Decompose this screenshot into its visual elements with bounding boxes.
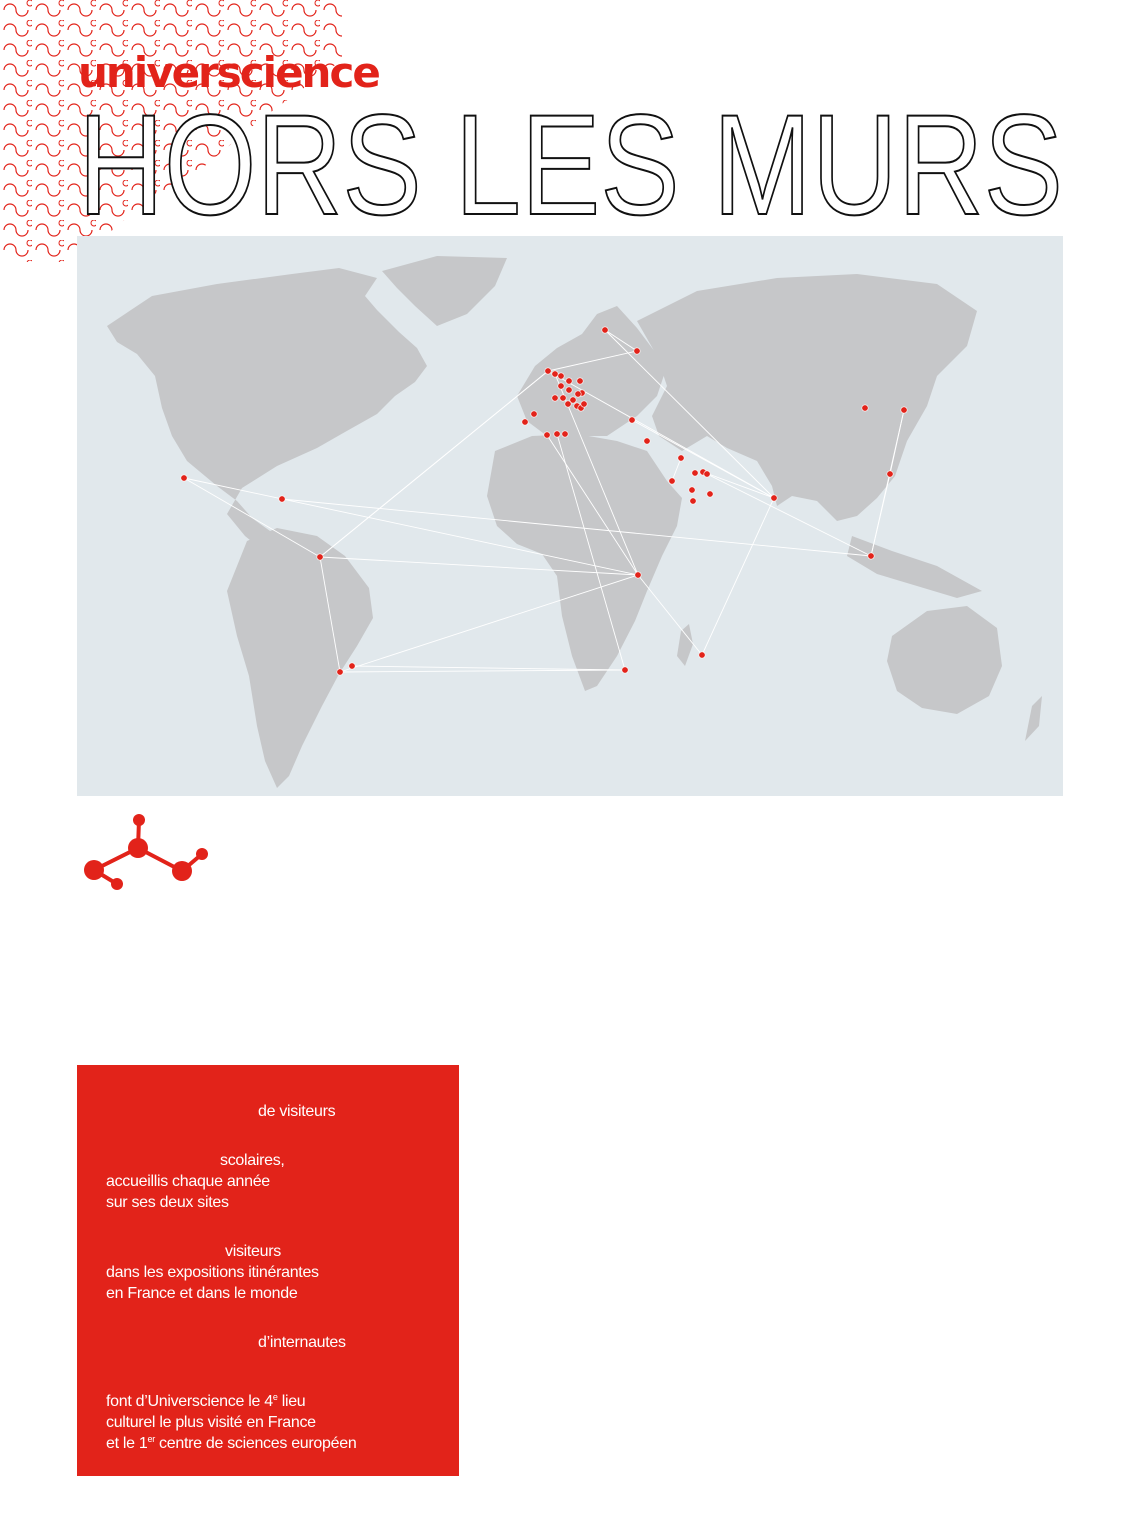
city-marker [566,387,572,393]
city-marker [689,487,695,493]
stat-line: de visiteurs [258,1103,336,1120]
stat-internet [106,1332,459,1353]
stat-travelling [106,1241,459,1304]
city-marker [699,652,705,658]
city-marker [887,471,893,477]
stat-line: et le 1er centre de sciences européen [106,1434,357,1452]
city-marker [678,455,684,461]
city-marker [279,496,285,502]
city-marker [692,470,698,476]
city-marker [629,417,635,423]
city-marker [181,475,187,481]
stats-panel [77,1065,459,1476]
stat-line: d’internautes [258,1334,346,1351]
stat-line: scolaires, [220,1152,285,1169]
stat-line: accueillis chaque année [106,1173,270,1190]
city-marker [901,407,907,413]
city-marker [531,411,537,417]
city-marker [704,471,710,477]
city-marker [562,431,568,437]
city-marker [349,663,355,669]
city-marker [707,491,713,497]
city-marker [317,554,323,560]
city-marker [622,667,628,673]
city-marker [862,405,868,411]
city-marker [669,478,675,484]
city-marker [581,401,587,407]
city-marker [644,438,650,444]
stat-line: sur ses deux sites [106,1194,229,1211]
city-marker [558,373,564,379]
molecule-icon [78,808,218,898]
city-marker [554,431,560,437]
city-marker [544,432,550,438]
headline [70,100,1070,225]
city-marker [771,495,777,501]
city-marker [545,368,551,374]
stat-ranking [106,1391,459,1454]
stat-line: dans les expositions itinérantes [106,1264,319,1281]
stat-line: visiteurs [225,1243,281,1260]
city-marker [635,572,641,578]
city-marker [634,348,640,354]
brand-logo: universcience [78,48,379,97]
city-marker [560,395,566,401]
stat-school [106,1150,459,1213]
city-marker [868,553,874,559]
city-marker [552,395,558,401]
city-marker [575,391,581,397]
headline-text: HORS LES MURS [78,100,1063,225]
city-marker [566,378,572,384]
city-marker [577,378,583,384]
city-marker [337,669,343,675]
city-marker [558,383,564,389]
city-marker [602,327,608,333]
city-marker [522,419,528,425]
city-marker [552,371,558,377]
city-marker [565,401,571,407]
stat-line: en France et dans le monde [106,1285,298,1302]
stat-line: font d’Universcience le 4e lieu [106,1392,306,1410]
stat-line: culturel le plus visité en France [106,1414,316,1431]
world-map [77,236,1063,796]
city-marker [690,498,696,504]
stat-visitors [106,1101,459,1122]
